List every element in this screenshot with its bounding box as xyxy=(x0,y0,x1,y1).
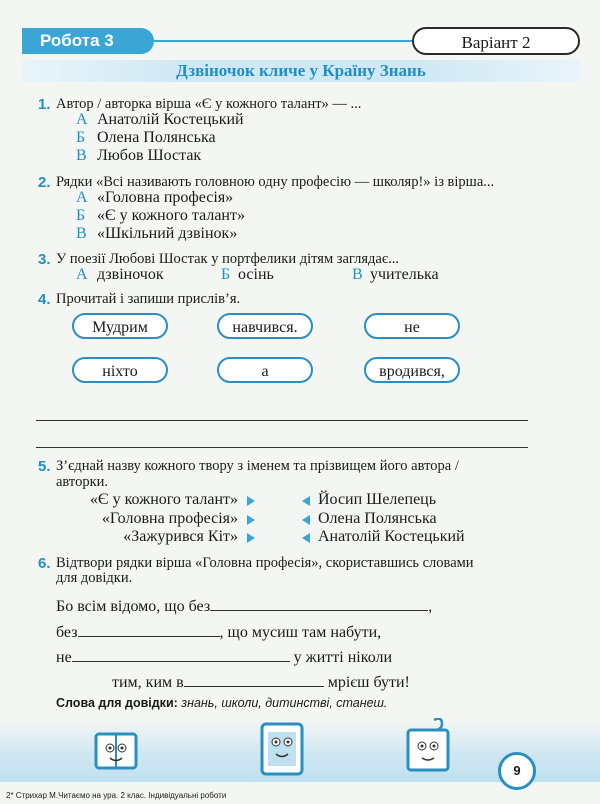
q1-option-a-letter: А xyxy=(76,111,88,128)
q3-option-a-letter: А xyxy=(76,266,88,283)
question-2-number: 2. xyxy=(38,174,51,191)
match-point-left-icon[interactable] xyxy=(302,533,310,543)
word-card[interactable]: Мудрим xyxy=(72,313,168,339)
question-1-number: 1. xyxy=(38,96,51,113)
match-author-3: Анатолій Костецький xyxy=(318,528,465,545)
question-2-text: Рядки «Всі називають головною одну професію — школяр!» із вірша... xyxy=(56,174,495,190)
match-author-2: Олена Полянська xyxy=(318,510,437,527)
hint-words: знань, школи, дитинстві, станеш. xyxy=(181,696,388,710)
q3-option-a[interactable]: дзвіночок xyxy=(97,266,164,283)
q1-option-b-letter: Б xyxy=(76,129,86,146)
match-point-left-icon[interactable] xyxy=(302,496,310,506)
question-3-text: У поезії Любові Шостак у портфелики дітям заглядає... xyxy=(56,251,399,267)
match-title-1: «Є у кожного талант» xyxy=(90,491,238,508)
poem-line-3 xyxy=(56,647,392,667)
match-author-1: Йосип Шелепець xyxy=(318,491,437,508)
answer-line[interactable] xyxy=(36,447,528,448)
poem-line-2 xyxy=(56,622,381,642)
fill-blank[interactable] xyxy=(184,672,324,687)
word-card[interactable]: навчився. xyxy=(217,313,313,339)
header-divider xyxy=(154,40,416,42)
poem-line-4-end: мрієш бути! xyxy=(323,674,410,691)
answer-line[interactable] xyxy=(36,420,528,421)
question-4-text: Прочитай і запиши прислів’я. xyxy=(56,291,241,307)
word-card[interactable]: вродився, xyxy=(364,357,460,383)
poem-line-4-start: тим, ким в xyxy=(112,674,184,691)
match-title-2: «Головна професія» xyxy=(101,510,238,527)
word-card[interactable]: а xyxy=(217,357,313,383)
poem-line-4 xyxy=(112,672,410,692)
match-point-left-icon[interactable] xyxy=(302,515,310,525)
q3-option-c[interactable]: учителька xyxy=(370,266,439,283)
poem-line-3-start: не xyxy=(56,649,72,666)
poem-line-1-end: , xyxy=(428,598,433,615)
word-card[interactable]: ніхто xyxy=(72,357,168,383)
fill-blank[interactable] xyxy=(210,596,428,611)
poem-line-2-end: , що мусиш там набути, xyxy=(219,624,382,641)
fill-blank[interactable] xyxy=(72,647,290,662)
question-3-number: 3. xyxy=(38,251,51,268)
question-6-text-line-1: Відтвори рядки вірша «Головна професія», скориставшись словами xyxy=(56,555,474,571)
page-title: Дзвіночок кличе у Країну Знань xyxy=(176,61,426,80)
question-4-number: 4. xyxy=(38,291,51,308)
question-6-text-line-2: для довідки. xyxy=(56,570,133,586)
standing-book-icon xyxy=(262,724,302,774)
hint-row xyxy=(56,696,387,710)
word-card[interactable]: не xyxy=(364,313,460,339)
poem-line-1 xyxy=(56,596,432,616)
question-5-text-line-1: З’єднай назву кожного твору з іменем та прізвищем його автора / xyxy=(56,458,459,474)
hint-label: Слова для довідки: xyxy=(56,696,178,710)
open-book-icon xyxy=(96,734,136,768)
q2-option-b[interactable]: «Є у кожного талант» xyxy=(97,207,245,224)
q2-option-b-letter: Б xyxy=(76,207,86,224)
footer-source: 2* Стрихар М.Читаємо на ура. 2 клас. Індивідуальні роботи xyxy=(6,791,227,800)
match-point-right-icon[interactable] xyxy=(247,496,255,506)
book-characters-illustration xyxy=(90,718,480,782)
q1-option-a[interactable]: Анатолій Костецький xyxy=(97,111,244,128)
poem-line-2-start: без xyxy=(56,624,78,641)
q3-option-b-letter: Б xyxy=(221,266,231,283)
q3-option-b[interactable]: осінь xyxy=(238,266,274,283)
question-1-text: Автор / авторка вірша «Є у кожного талант» — ... xyxy=(56,96,362,112)
q2-option-c[interactable]: «Шкільний дзвінок» xyxy=(97,225,238,242)
question-5-text-line-2: авторки. xyxy=(56,474,108,490)
q1-option-b[interactable]: Олена Полянська xyxy=(97,129,216,146)
poem-line-3-end: у житті ніколи xyxy=(289,649,393,666)
q2-option-a[interactable]: «Головна професія» xyxy=(97,189,234,206)
poem-line-1-start: Бо всім відомо, що без xyxy=(56,598,211,615)
q1-option-c-letter: В xyxy=(76,147,87,164)
match-title-3: «Зажурився Кіт» xyxy=(123,528,238,545)
fill-blank[interactable] xyxy=(78,622,220,637)
variant-label: Варіант 2 xyxy=(412,27,580,55)
q2-option-a-letter: А xyxy=(76,189,88,206)
q3-option-c-letter: В xyxy=(352,266,363,283)
match-point-right-icon[interactable] xyxy=(247,515,255,525)
match-point-right-icon[interactable] xyxy=(247,533,255,543)
q1-option-c[interactable]: Любов Шостак xyxy=(97,147,202,164)
question-6-number: 6. xyxy=(38,555,51,572)
question-book-icon xyxy=(408,719,448,770)
q2-option-c-letter: В xyxy=(76,225,87,242)
work-number-tab: Робота 3 xyxy=(22,28,154,54)
question-5-number: 5. xyxy=(38,458,51,475)
page-number: 9 xyxy=(498,752,536,790)
